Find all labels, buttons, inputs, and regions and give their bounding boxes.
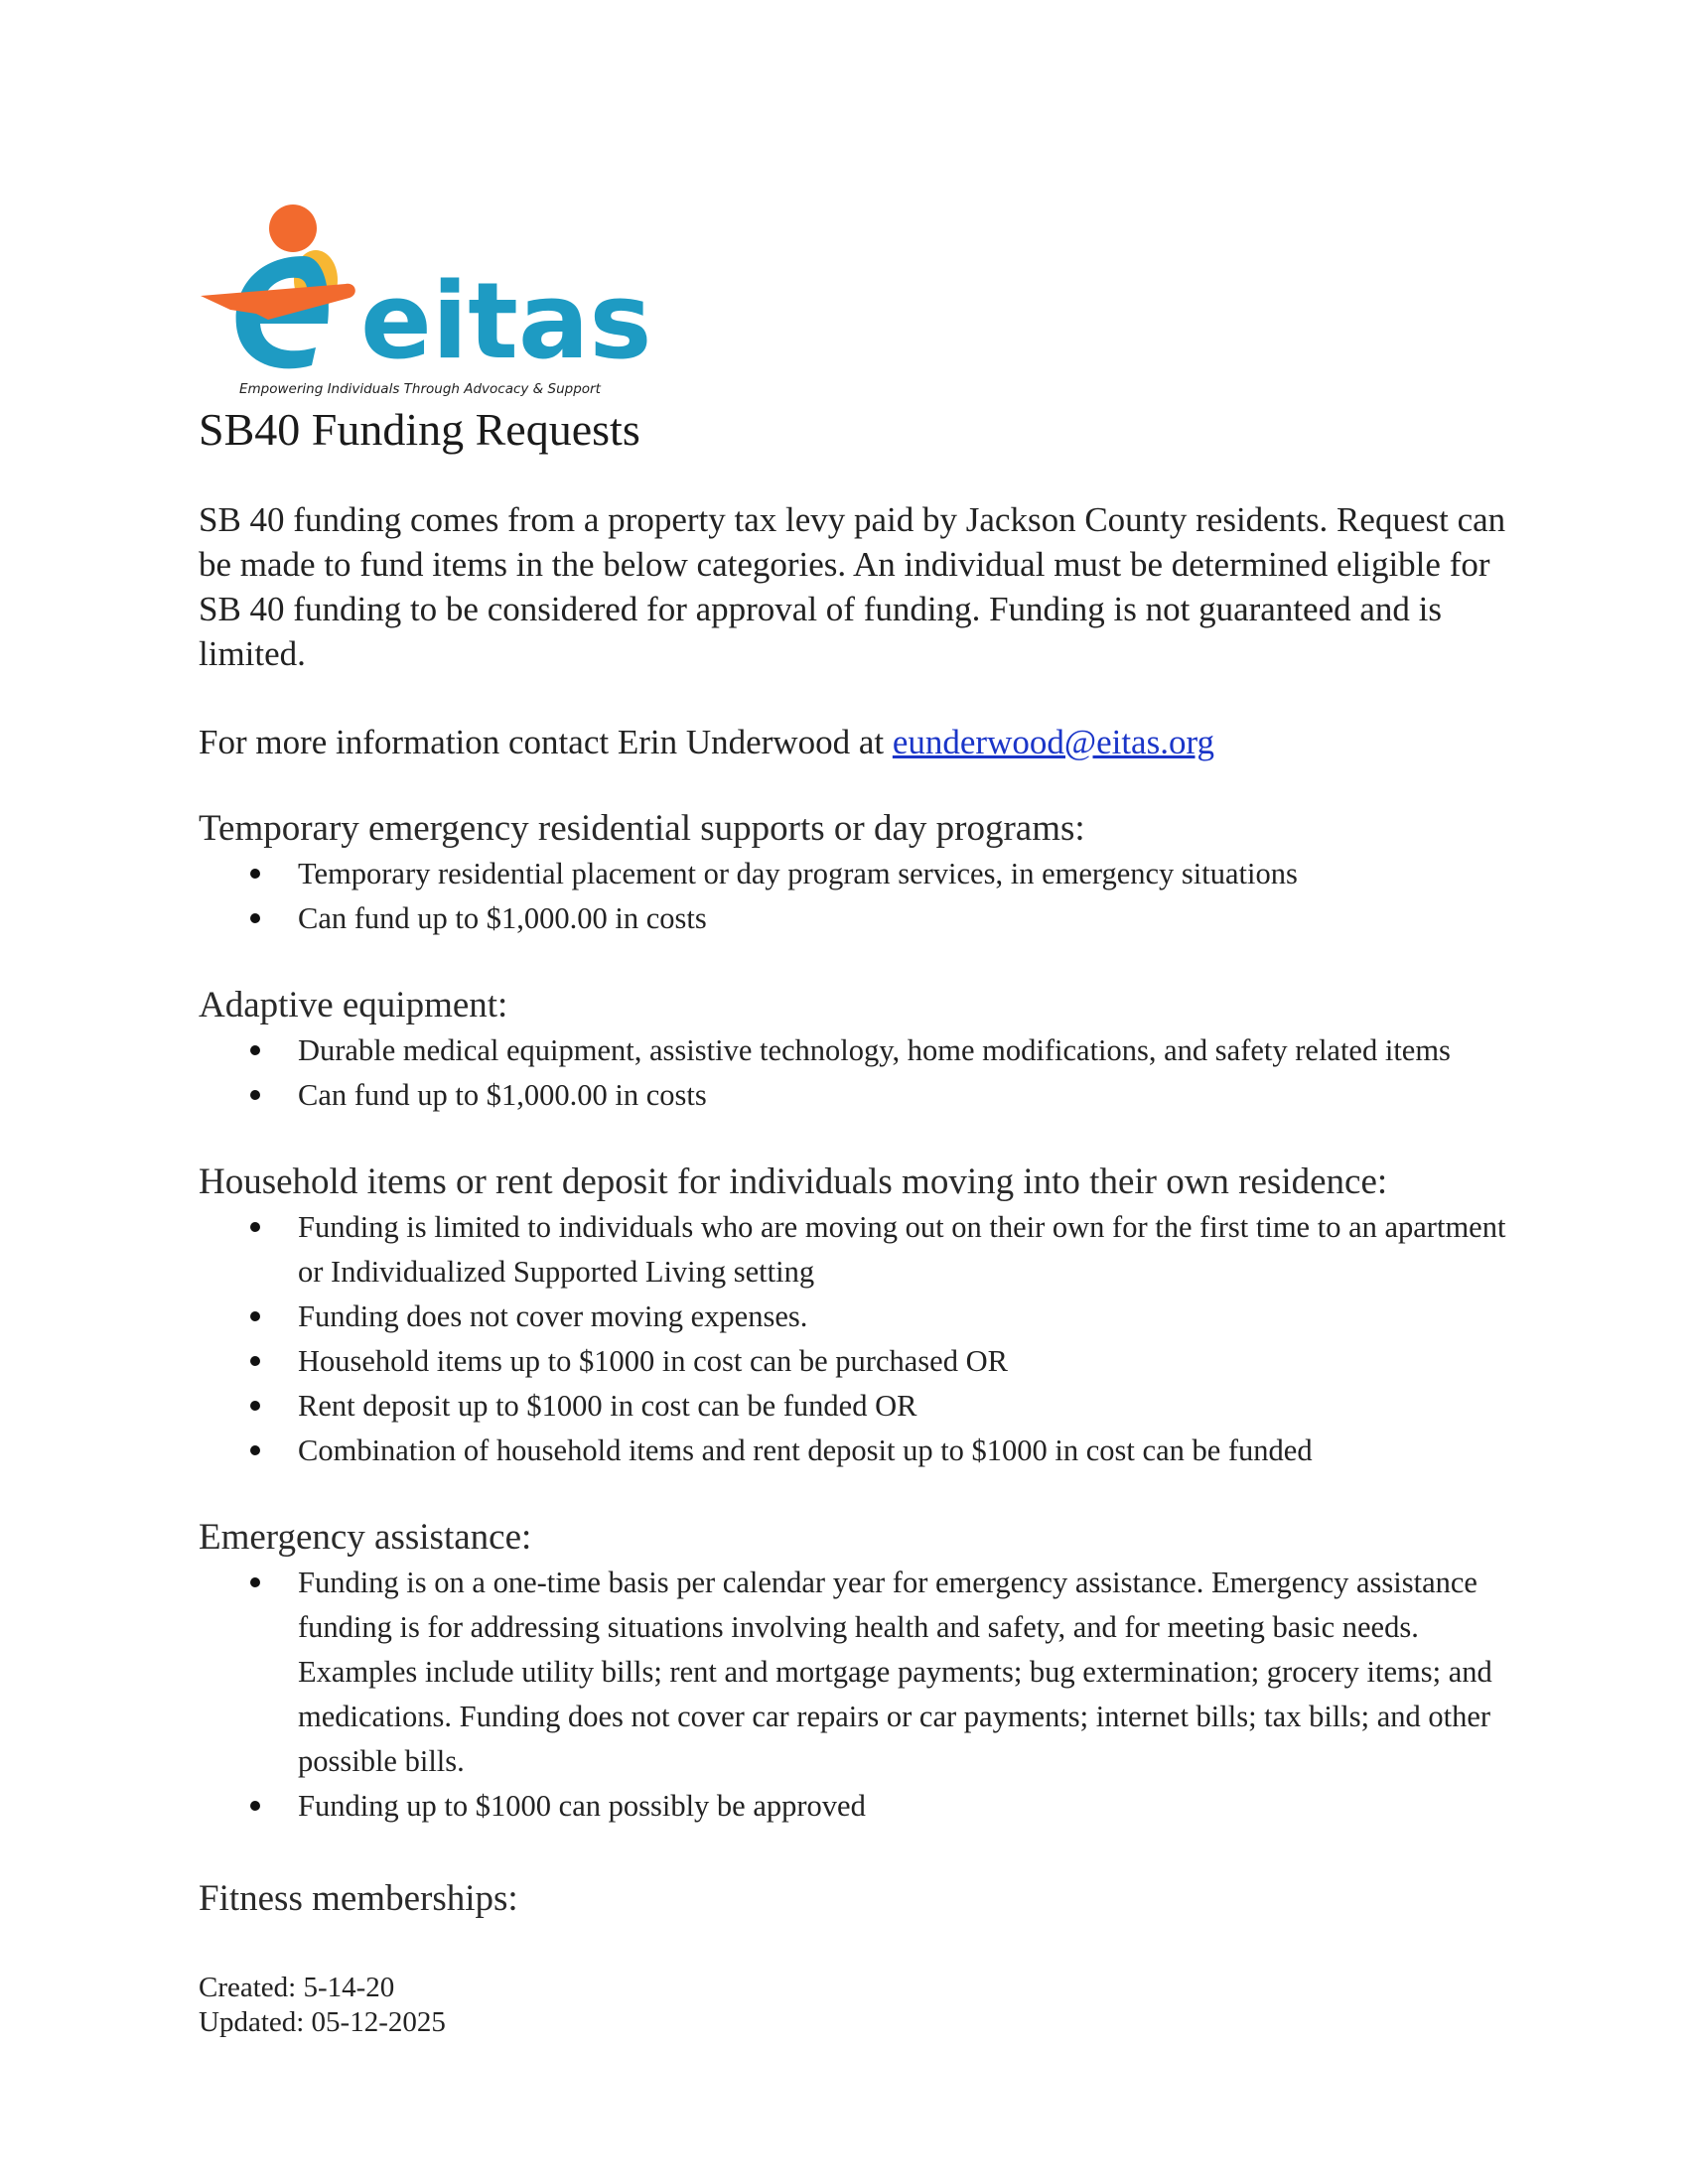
bullet-icon: [250, 913, 260, 923]
contact-line: [199, 720, 1509, 764]
bullet-list: [199, 1561, 1509, 1829]
section-heading: Household items or rent deposit for individuals moving into their own residence:: [199, 1161, 1388, 1202]
list-item: [199, 1784, 1509, 1829]
list-item: [199, 1073, 1509, 1118]
list-item-text: Funding up to $1000 can possibly be approved: [298, 1789, 866, 1823]
created-date: Created: 5-14-20: [199, 1972, 395, 2003]
updated-date: Updated: 05-12-2025: [199, 2006, 446, 2038]
bullet-icon: [250, 1577, 260, 1587]
list-item: [199, 852, 1509, 896]
bullet-list: [199, 1028, 1509, 1118]
list-item-text: Funding is limited to individuals who are moving out on their own for the first time to an apartment or Individualized Supported Living setting: [298, 1210, 1506, 1289]
document-footer: [199, 1971, 446, 2040]
bullet-icon: [250, 1045, 260, 1055]
page-title: SB40 Funding Requests: [199, 404, 640, 455]
logo-ribbon-shape: [201, 284, 355, 320]
section-heading: Adaptive equipment:: [199, 985, 508, 1025]
logo-wordmark: eitas: [360, 260, 652, 382]
bullet-icon: [250, 1445, 260, 1455]
section-heading: Temporary emergency residential supports or day programs:: [199, 808, 1085, 849]
section-heading: Fitness memberships:: [199, 1878, 518, 1919]
list-item: [199, 1295, 1509, 1339]
list-item-text: Durable medical equipment, assistive technology, home modifications, and safety related items: [298, 1033, 1451, 1067]
bullet-icon: [250, 1311, 260, 1321]
section-heading: Emergency assistance:: [199, 1517, 532, 1558]
bullet-list: [199, 852, 1509, 941]
bullet-icon: [250, 869, 260, 879]
list-item: [199, 1205, 1509, 1295]
bullet-icon: [250, 1090, 260, 1100]
list-item: [199, 1561, 1509, 1784]
list-item: [199, 1384, 1509, 1429]
bullet-icon: [250, 1222, 260, 1232]
list-item-text: Funding is on a one-time basis per calendar year for emergency assistance. Emergency assistance funding is for addressing situations involving health and safety, and for meeting basic needs. Examples include utility bills; rent and mortgage payments; bug extermination; grocery items; and medications. Funding does not cover car repairs or car payments; internet bills; tax bills; and other possible bills.: [298, 1566, 1492, 1778]
list-item: [199, 896, 1509, 941]
intro-paragraph: SB 40 funding comes from a property tax levy paid by Jackson County residents. Request can be made to fund items in the below categories. An individual must be determined eligible for SB 40 funding to be considered for approval of funding. Funding is not guaranteed and is limited.: [199, 500, 1506, 673]
list-item-text: Can fund up to $1,000.00 in costs: [298, 1078, 707, 1112]
contact-text: For more information contact Erin Underwood at: [199, 723, 893, 761]
bullet-icon: [250, 1801, 260, 1811]
logo-tagline: Empowering Individuals Through Advocacy & Support: [239, 381, 601, 397]
list-item-text: Combination of household items and rent deposit up to $1000 in cost can be funded: [298, 1433, 1313, 1467]
bullet-icon: [250, 1356, 260, 1366]
list-item-text: Temporary residential placement or day program services, in emergency situations: [298, 857, 1298, 890]
main-content: [199, 402, 1509, 1922]
list-item: [199, 1028, 1509, 1073]
section-emergency-assistance: [199, 1515, 1509, 1829]
logo-head-shape: [269, 205, 317, 252]
section-household-items: [199, 1160, 1509, 1473]
section-adaptive-equipment: [199, 983, 1509, 1118]
section-temporary-emergency: [199, 806, 1509, 941]
list-item-text: Can fund up to $1,000.00 in costs: [298, 901, 707, 935]
section-fitness-memberships: [199, 1876, 1509, 1922]
eitas-logo: [197, 199, 652, 402]
list-item: [199, 1429, 1509, 1473]
list-item-text: Rent deposit up to $1000 in cost can be funded OR: [298, 1389, 917, 1423]
bullet-icon: [250, 1401, 260, 1411]
list-item: [199, 1339, 1509, 1384]
list-item-text: Household items up to $1000 in cost can be purchased OR: [298, 1344, 1008, 1378]
contact-email-link[interactable]: eunderwood@eitas.org: [892, 723, 1214, 761]
list-item-text: Funding does not cover moving expenses.: [298, 1299, 808, 1333]
eitas-logo-graphic: [197, 199, 652, 402]
bullet-list: [199, 1205, 1509, 1473]
